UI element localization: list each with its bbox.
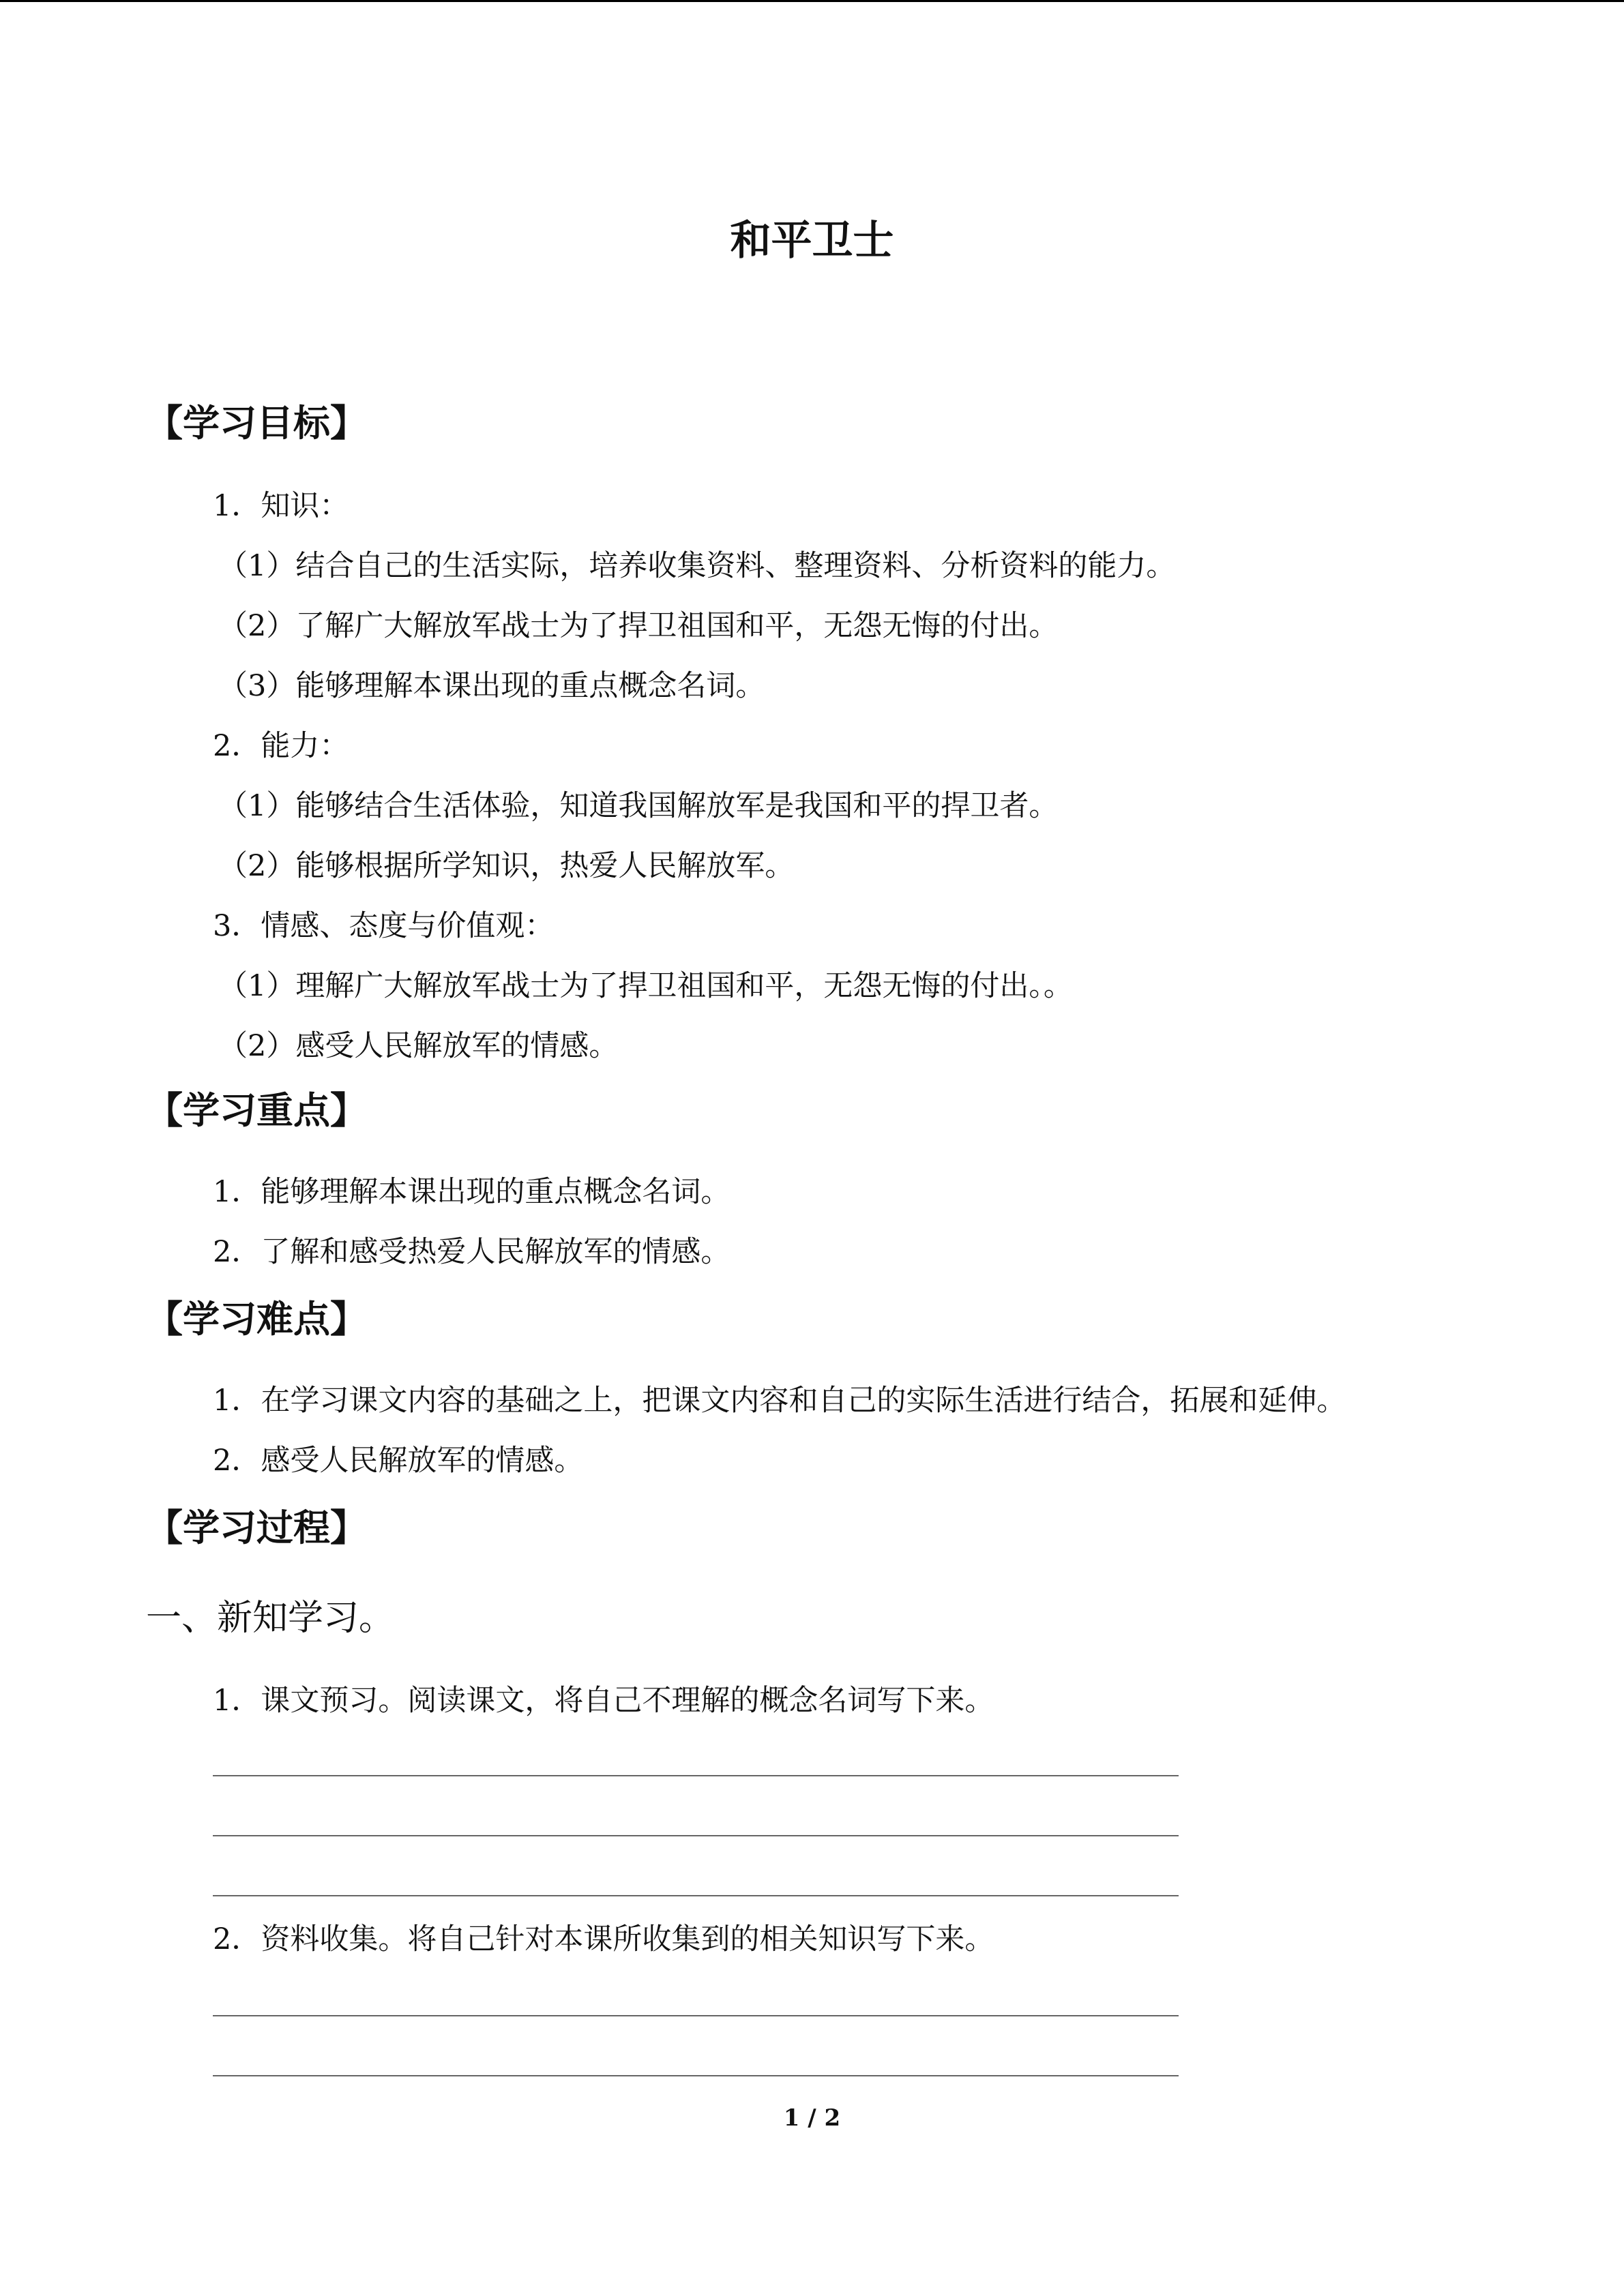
page-number: 1 / 2 [783,2104,841,2132]
knowledge-label: 1．知识： [213,489,349,523]
knowledge-item: （1）结合自己的生活实际，培养收集资料、整理资料、分析资料的能力。 [218,549,1176,583]
ability-label: 2．能力： [213,729,349,763]
ability-item: （1）能够结合生活体验，知道我国解放军是我国和平的捍卫者。 [218,789,1059,823]
key-point-item: 2．了解和感受热爱人民解放军的情感。 [213,1235,730,1269]
task-item: 1．课文预习。阅读课文，将自己不理解的概念名词写下来。 [213,1684,994,1718]
difficulty-item: 1．在学习课文内容的基础之上，把课文内容和自己的实际生活进行结合，拓展和延伸。 [213,1384,1346,1418]
section-title: 一、新知学习。 [146,1598,395,1639]
answer-line [213,2075,1179,2076]
answer-line [213,1835,1179,1836]
document-title: 和平卫士 [730,217,894,265]
difficulties-heading: 【学习难点】 [146,1297,367,1341]
answer-line [213,1895,1179,1896]
ability-item: （2）能够根据所学知识，热爱人民解放军。 [218,849,795,883]
key-point-item: 1．能够理解本课出现的重点概念名词。 [213,1175,730,1209]
knowledge-item: （3）能够理解本课出现的重点概念名词。 [218,669,765,703]
emotion-item: （1）理解广大解放军战士为了捍卫祖国和平，无怨无悔的付出。。 [218,969,1073,1003]
emotion-label: 3．情感、态度与价值观： [213,909,555,943]
task-item: 2．资料收集。将自己针对本课所收集到的相关知识写下来。 [213,1922,994,1956]
emotion-item: （2）感受人民解放军的情感。 [218,1029,619,1063]
goals-heading: 【学习目标】 [146,401,367,445]
key-points-heading: 【学习重点】 [146,1088,367,1132]
answer-line [213,1775,1179,1776]
difficulty-item: 2．感受人民解放军的情感。 [213,1444,584,1478]
answer-line [213,2015,1179,2016]
knowledge-item: （2）了解广大解放军战士为了捍卫祖国和平，无怨无悔的付出。 [218,609,1059,643]
process-heading: 【学习过程】 [146,1506,367,1549]
